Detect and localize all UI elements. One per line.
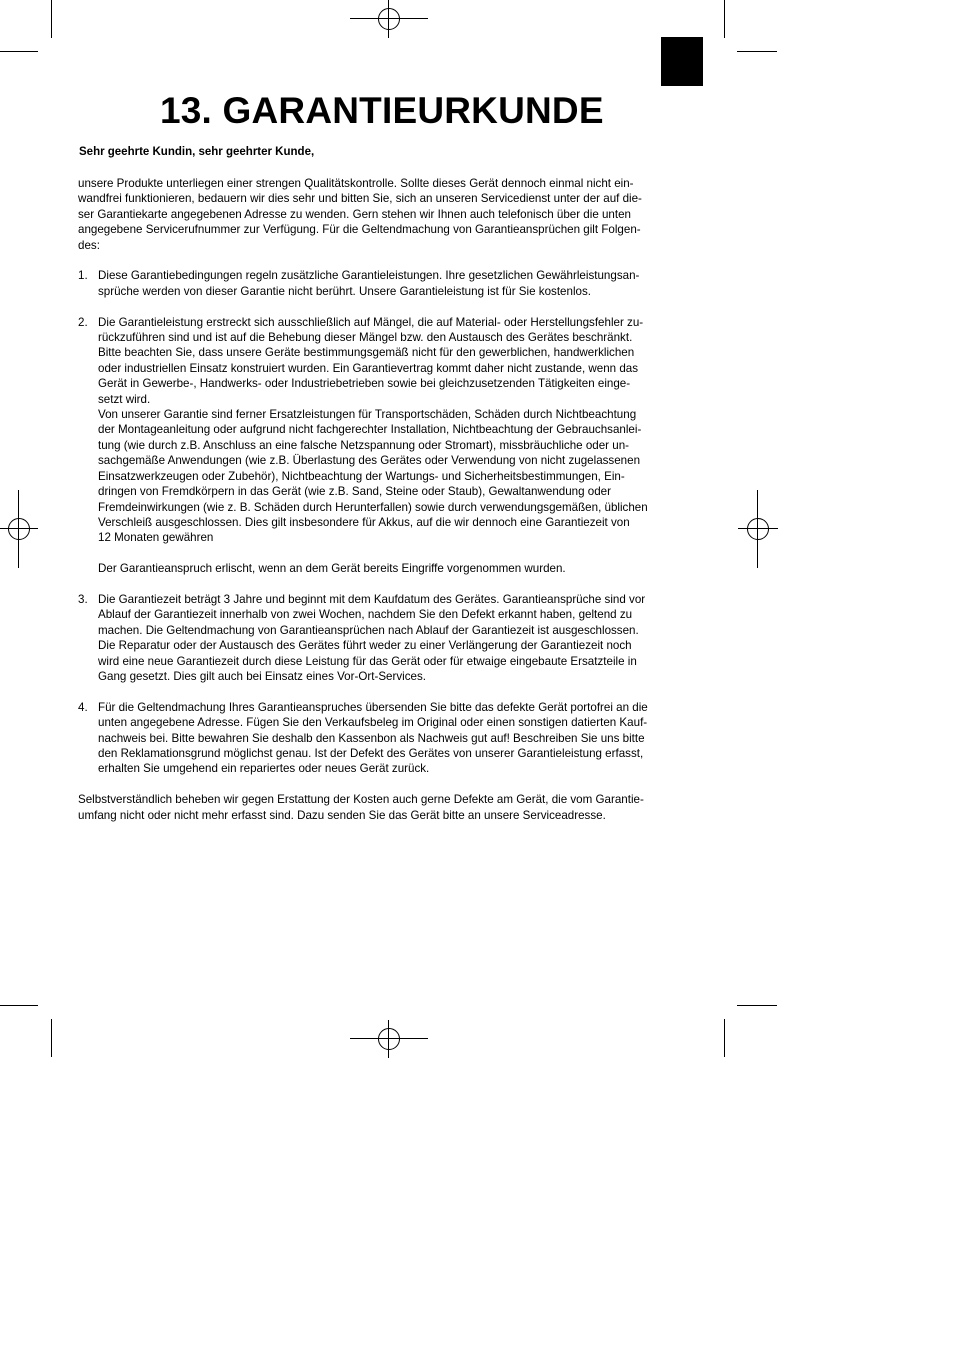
text-line: dringen von Fremdkörpern in das Gerät (wie z.B. Sand, Steine oder Staub), Gewaltanwendung oder: [98, 485, 611, 499]
crop-mark-top-left-v: [51, 0, 52, 38]
crop-mark-bottom-right-h: [737, 1005, 777, 1006]
registration-mark-left-icon: [0, 490, 40, 568]
registration-mark-right-icon: [738, 490, 778, 568]
text-line: Für die Geltendmachung Ihres Garantieanspruches übersenden Sie bitte das defekte Gerät portofrei an die: [98, 700, 648, 714]
list-item: [78, 268, 708, 299]
text-line: Der Garantieanspruch erlischt, wenn an dem Gerät bereits Eingriffe vorgenommen wurden.: [98, 562, 566, 576]
crop-mark-top-left-h: [0, 51, 38, 52]
text-line: unten angegebene Adresse. Fügen Sie den Verkaufsbeleg im Original oder einen sonstigen datierten Kauf-: [98, 716, 648, 730]
section-tab-marker: [661, 37, 703, 86]
text-line: Von unserer Garantie sind ferner Ersatzleistungen für Transportschäden, Schäden durch Nichtbeachtung: [98, 408, 637, 422]
item-number: 3.: [78, 592, 88, 606]
warranty-body: [78, 176, 708, 823]
text-line: angegebene Servicerufnummer zur Verfügung. Für die Geltendmachung von Garantieansprüchen gilt Folgen-: [78, 223, 641, 237]
text-line: Gang gesetzt. Dies gilt auch bei Einsatz eines Vor-Ort-Services.: [98, 669, 426, 683]
text-line: wandfrei funktionieren, bedauern wir dies sehr und bitten Sie, sich an unseren Servicedienst unter der auf die-: [78, 192, 642, 206]
crop-mark-bottom-left-v: [51, 1019, 52, 1057]
text-line: tung (wie durch z.B. Anschluss an eine falsche Netzspannung oder Stromart), missbräuchliche oder un-: [98, 438, 630, 452]
text-line: wird eine neue Garantiezeit durch diese Leistung für das Gerät oder für etwaige eingebaute Ersatzteile in: [98, 654, 637, 668]
text-line: Ablauf der Garantiezeit innerhalb von zwei Wochen, nachdem Sie den Defekt erkannt haben, geltend zu: [98, 608, 633, 622]
text-line: Selbstverständlich beheben wir gegen Erstattung der Kosten auch gerne Defekte am Gerät, die vom Garantie-: [78, 793, 644, 807]
text-line: machen. Die Geltendmachung von Garantieansprüchen nach Ablauf der Garantiezeit ist ausgeschlossen.: [98, 623, 639, 637]
page-title: 13. GARANTIEURKUNDE: [160, 90, 604, 131]
crop-mark-bottom-left-h: [0, 1005, 38, 1006]
list-item: [78, 592, 708, 684]
text-line: den Reklamationsgrund möglichst genau. Ist der Defekt des Gerätes von unserer Garantieleistung erfasst,: [98, 746, 644, 760]
text-line: umfang nicht oder nicht mehr erfasst sind. Dazu senden Sie das Gerät bitte an unsere Serviceadresse.: [78, 808, 606, 822]
text-line: Diese Garantiebedingungen regeln zusätzliche Garantieleistungen. Ihre gesetzlichen Gewährleistungsan-: [98, 269, 640, 283]
item-number: 4.: [78, 700, 88, 714]
item-number: 1.: [78, 269, 88, 283]
text-line: der Montageanleitung oder aufgrund nicht fachgerechter Installation, Nichtbeachtung der Gebrauchsanlei-: [98, 423, 642, 437]
closing-paragraph: [78, 792, 708, 823]
registration-mark-bottom-icon: [350, 1020, 428, 1060]
text-line: Gerät in Gewerbe-, Handwerks- oder Industriebetrieben sowie bei gleichzusetzenden Tätigkeiten einge-: [98, 377, 631, 391]
text-line: Fremdeinwirkungen (wie z. B. Schäden durch Herunterfallen) sowie durch verwendungsgemäßen, üblichen: [98, 500, 648, 514]
text-line: Verschleiß ausgeschlossen. Dies gilt insbesondere für Akkus, auf die wir dennoch eine Garantiezeit von: [98, 515, 630, 529]
text-line: Die Reparatur oder der Austausch des Gerätes führt weder zu einer Verlängerung der Garantiezeit noch: [98, 639, 632, 653]
text-line: ser Garantiekarte angegebenen Adresse zu wenden. Gern stehen wir Ihnen auch telefonisch über die unten: [78, 207, 632, 221]
text-line: Bitte beachten Sie, dass unsere Geräte bestimmungsgemäß nicht für den gewerblichen, handwerklichen: [98, 346, 635, 360]
text-line: sprüche werden von dieser Garantie nicht berührt. Unsere Garantieleistung ist für Sie kostenlos.: [98, 284, 591, 298]
text-line: sachgemäße Anwendungen (wie z.B. Überlastung des Gerätes oder Verwendung von nicht zugelassenen: [98, 454, 641, 468]
registration-mark-top-icon: [350, 0, 428, 40]
text-line: Einsatzwerkzeugen oder Zubehör), Nichtbeachtung der Wartungs- und Sicherheitsbestimmungen, Ein-: [98, 469, 625, 483]
text-line: 12 Monaten gewähren: [98, 531, 214, 545]
intro-paragraph: [78, 176, 708, 253]
crop-mark-top-right-h: [737, 51, 777, 52]
text-line: des:: [78, 238, 100, 252]
greeting: Sehr geehrte Kundin, sehr geehrter Kunde,: [79, 146, 315, 158]
text-line: rückzuführen sind und ist auf die Behebung dieser Mängel bzw. den Austausch des Gerätes beschränkt.: [98, 331, 633, 345]
text-line: Die Garantieleistung erstreckt sich ausschließlich auf Mängel, die auf Material- oder Herstellungsfehler zu-: [98, 315, 644, 329]
list-item: [78, 700, 708, 777]
crop-mark-top-right-v: [724, 0, 725, 38]
list-item: [78, 315, 708, 577]
text-line: erhalten Sie umgehend ein repariertes oder neues Gerät zurück.: [98, 762, 430, 776]
crop-mark-bottom-right-v: [724, 1019, 725, 1057]
item-number: 2.: [78, 315, 88, 329]
text-line: setzt wird.: [98, 392, 151, 406]
text-line: Die Garantiezeit beträgt 3 Jahre und beginnt mit dem Kaufdatum des Gerätes. Garantieansprüche sind vor: [98, 592, 646, 606]
text-line: oder industriellen Einsatz konstruiert wurden. Ein Garantievertrag kommt daher nicht zustande, wenn das: [98, 361, 639, 375]
text-line: unsere Produkte unterliegen einer strengen Qualitätskontrolle. Sollte dieses Gerät dennoch einmal nicht ein-: [78, 177, 634, 190]
text-line: nachweis bei. Bitte bewahren Sie deshalb den Kassenbon als Nachweis gut auf! Beschreiben Sie uns bitte: [98, 731, 645, 745]
